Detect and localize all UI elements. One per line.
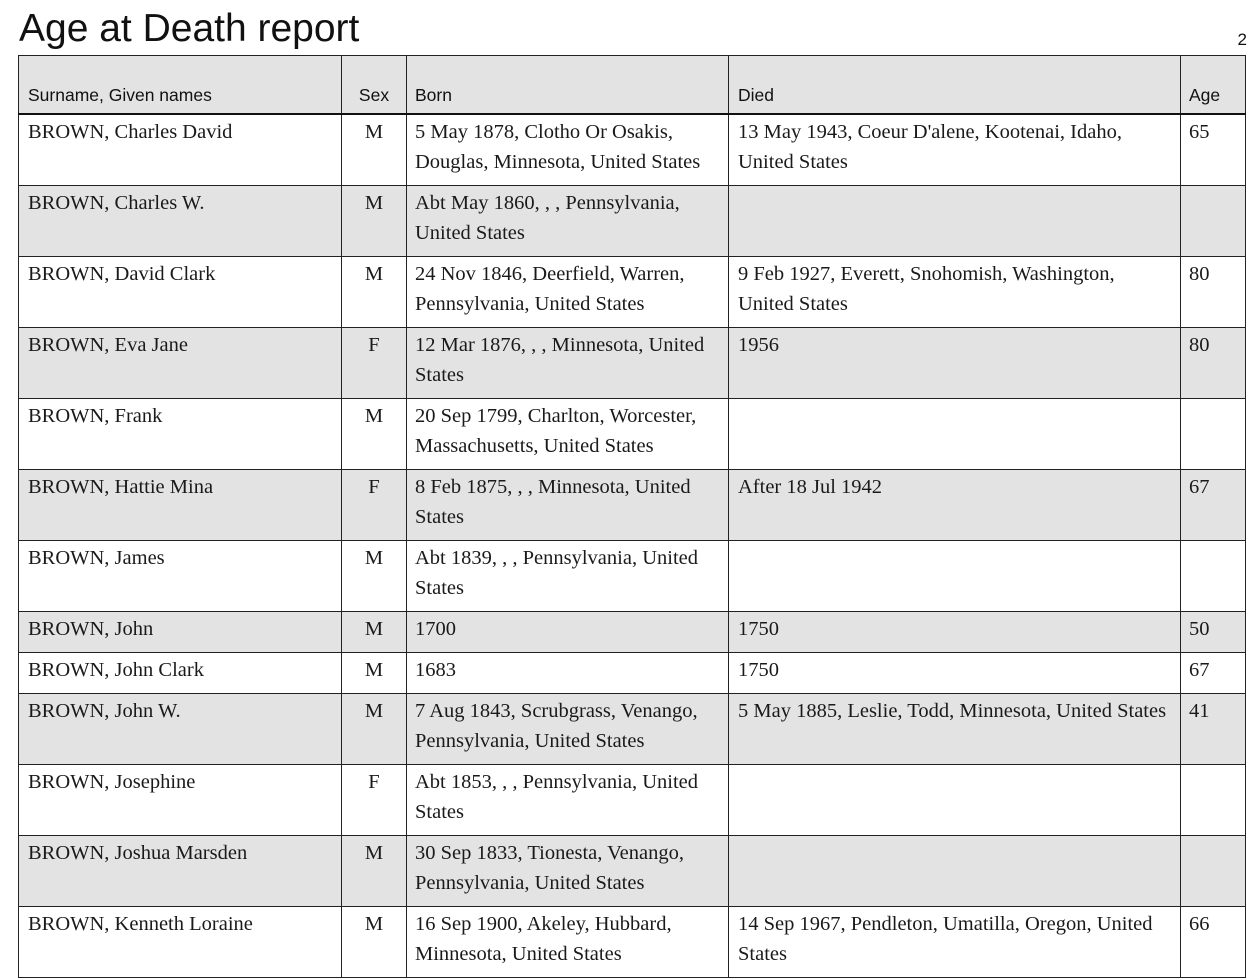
cell-age: 66 xyxy=(1181,907,1246,978)
cell-name: BROWN, Kenneth Loraine xyxy=(19,907,342,978)
column-header-name: Surname, Given names xyxy=(19,56,342,115)
table-row xyxy=(19,186,1246,257)
table-row xyxy=(19,694,1246,765)
table-row xyxy=(19,328,1246,399)
cell-died: After 18 Jul 1942 xyxy=(729,470,1181,541)
cell-sex: F xyxy=(342,328,407,399)
cell-died: 5 May 1885, Leslie, Todd, Minnesota, United States xyxy=(729,694,1181,765)
cell-sex: M xyxy=(342,114,407,186)
table-row xyxy=(19,907,1246,978)
cell-sex: M xyxy=(342,694,407,765)
cell-born: 8 Feb 1875, , , Minnesota, United States xyxy=(407,470,729,541)
cell-sex: M xyxy=(342,653,407,694)
cell-sex: F xyxy=(342,765,407,836)
cell-sex: M xyxy=(342,186,407,257)
cell-name: BROWN, Frank xyxy=(19,399,342,470)
cell-sex: M xyxy=(342,836,407,907)
table-row xyxy=(19,765,1246,836)
cell-sex: M xyxy=(342,907,407,978)
cell-name: BROWN, Hattie Mina xyxy=(19,470,342,541)
cell-died xyxy=(729,765,1181,836)
cell-name: BROWN, Charles David xyxy=(19,114,342,186)
cell-sex: M xyxy=(342,541,407,612)
cell-age: 80 xyxy=(1181,257,1246,328)
cell-died: 1750 xyxy=(729,653,1181,694)
cell-born: 7 Aug 1843, Scrubgrass, Venango, Pennsylvania, United States xyxy=(407,694,729,765)
cell-born: 30 Sep 1833, Tionesta, Venango, Pennsylvania, United States xyxy=(407,836,729,907)
table-row xyxy=(19,836,1246,907)
report-title: Age at Death report xyxy=(19,7,360,50)
cell-name: BROWN, Charles W. xyxy=(19,186,342,257)
page-number: 2 xyxy=(1237,30,1247,49)
table-header xyxy=(19,56,1246,115)
cell-died xyxy=(729,541,1181,612)
cell-died: 1750 xyxy=(729,612,1181,653)
cell-born: Abt May 1860, , , Pennsylvania, United States xyxy=(407,186,729,257)
cell-died xyxy=(729,186,1181,257)
cell-age: 50 xyxy=(1181,612,1246,653)
cell-died: 1956 xyxy=(729,328,1181,399)
cell-died: 9 Feb 1927, Everett, Snohomish, Washington, United States xyxy=(729,257,1181,328)
cell-name: BROWN, Joshua Marsden xyxy=(19,836,342,907)
cell-born: Abt 1839, , , Pennsylvania, United States xyxy=(407,541,729,612)
cell-died xyxy=(729,836,1181,907)
column-header-born: Born xyxy=(407,56,729,115)
cell-name: BROWN, John W. xyxy=(19,694,342,765)
age-at-death-table xyxy=(18,55,1246,978)
cell-name: BROWN, John xyxy=(19,612,342,653)
header-row xyxy=(19,56,1246,115)
cell-name: BROWN, Josephine xyxy=(19,765,342,836)
cell-born: 12 Mar 1876, , , Minnesota, United States xyxy=(407,328,729,399)
cell-name: BROWN, James xyxy=(19,541,342,612)
cell-born: 1683 xyxy=(407,653,729,694)
cell-born: 5 May 1878, Clotho Or Osakis, Douglas, Minnesota, United States xyxy=(407,114,729,186)
cell-born: 16 Sep 1900, Akeley, Hubbard, Minnesota, United States xyxy=(407,907,729,978)
table-row xyxy=(19,399,1246,470)
cell-sex: M xyxy=(342,257,407,328)
cell-age xyxy=(1181,399,1246,470)
cell-name: BROWN, David Clark xyxy=(19,257,342,328)
cell-born: 1700 xyxy=(407,612,729,653)
cell-born: 24 Nov 1846, Deerfield, Warren, Pennsylvania, United States xyxy=(407,257,729,328)
cell-born: 20 Sep 1799, Charlton, Worcester, Massachusetts, United States xyxy=(407,399,729,470)
column-header-sex: Sex xyxy=(342,56,407,115)
cell-age xyxy=(1181,836,1246,907)
cell-age xyxy=(1181,765,1246,836)
cell-age xyxy=(1181,186,1246,257)
table-row xyxy=(19,541,1246,612)
cell-born: Abt 1853, , , Pennsylvania, United States xyxy=(407,765,729,836)
cell-sex: M xyxy=(342,612,407,653)
column-header-age: Age xyxy=(1181,56,1246,115)
cell-died: 13 May 1943, Coeur D'alene, Kootenai, Idaho, United States xyxy=(729,114,1181,186)
cell-sex: M xyxy=(342,399,407,470)
cell-age: 41 xyxy=(1181,694,1246,765)
table-body xyxy=(19,114,1246,978)
cell-age: 65 xyxy=(1181,114,1246,186)
table-row xyxy=(19,114,1246,186)
cell-age: 67 xyxy=(1181,653,1246,694)
cell-age: 67 xyxy=(1181,470,1246,541)
table-row xyxy=(19,257,1246,328)
table-row xyxy=(19,470,1246,541)
cell-name: BROWN, Eva Jane xyxy=(19,328,342,399)
cell-died: 14 Sep 1967, Pendleton, Umatilla, Oregon, United States xyxy=(729,907,1181,978)
cell-age xyxy=(1181,541,1246,612)
column-header-died: Died xyxy=(729,56,1181,115)
cell-died xyxy=(729,399,1181,470)
cell-name: BROWN, John Clark xyxy=(19,653,342,694)
cell-sex: F xyxy=(342,470,407,541)
table-row xyxy=(19,612,1246,653)
cell-age: 80 xyxy=(1181,328,1246,399)
table-row xyxy=(19,653,1246,694)
